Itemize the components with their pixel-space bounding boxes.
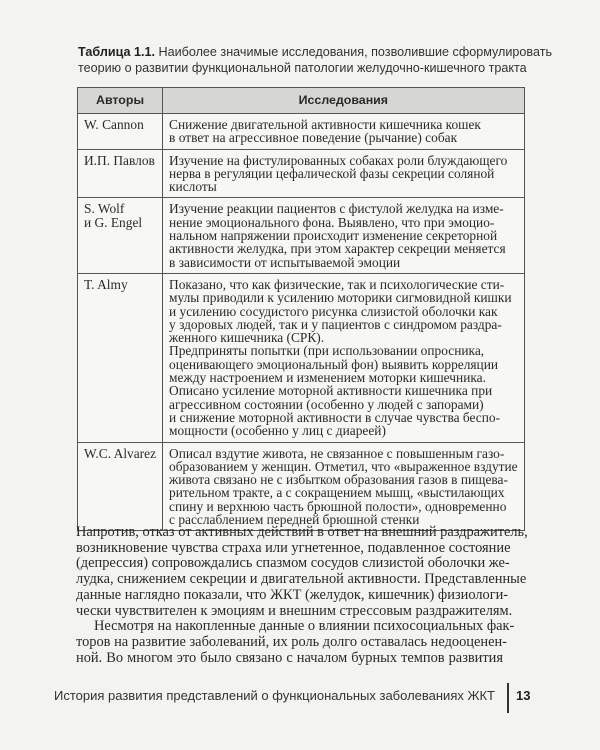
study-line: Снижение двигательной активности кишечника кошек: [169, 117, 481, 132]
study-line: с расслаблением передней брюшной стенки: [169, 512, 420, 528]
text-line: Несмотря на накопленные данные о влиянии психосоциальных фак-: [94, 618, 515, 635]
author-cell: [78, 114, 163, 150]
text-line: ной. Во многом это было связано с началом бурных темпов развития: [76, 649, 503, 666]
table-row: [78, 114, 525, 150]
table-header-row: [78, 88, 525, 114]
study-line: оценивающего эмоциональный фон) выявить корреляции: [169, 356, 499, 372]
study-line: агрессивном состоянии (особенно у людей с запорами): [169, 396, 484, 412]
study-cell: [163, 114, 525, 150]
study-line: мулы приводили к усилению моторики сигмовидной кишки: [169, 290, 512, 306]
study-line: Описано усиление моторной активности кишечника при: [169, 383, 493, 399]
author-line: и G. Engel: [84, 214, 143, 230]
study-line: у здоровых людей, так и у пациентов с синдромом раздра-: [169, 316, 502, 332]
study-line: Изучение на фистулированных собаках роли блуждающего: [169, 152, 508, 168]
author-line: W. Cannon: [84, 117, 144, 132]
text-line: лудка, снижением секреции и двигательной активности. Представленные: [76, 571, 527, 588]
study-line: в зависимости от испытываемой эмоции: [169, 254, 401, 270]
study-line: Предприняты попытки (при использовании опросника,: [169, 343, 485, 359]
author-line: T. Almy: [84, 276, 128, 292]
study-cell: [163, 273, 525, 442]
study-line: рительном тракте, а с сокращением мышц, «выстилающих: [169, 485, 505, 501]
text-line: Напротив, отказ от активных действий в ответ на внешний раздражитель,: [76, 524, 528, 540]
text-line: чески чувствителен к эмоциям и внешним стрессовым раздражителям.: [76, 602, 513, 619]
caption-line-1: Таблица 1.1. Наиболее значимые исследования, позволившие сформулировать: [78, 45, 553, 59]
running-title: История развития представлений о функциональных заболеваниях ЖКТ: [53, 688, 495, 703]
author-line: И.П. Павлов: [84, 152, 155, 168]
study-line: спину и верхнюю часть брюшной полости», одновременно: [169, 498, 507, 514]
header-authors: Авторы: [78, 88, 163, 114]
text-line: возникновение чувства страха или угнетенное, подавленное состояние: [76, 539, 511, 556]
study-line: Изучение реакции пациентов с фистулой желудка на изме-: [169, 201, 504, 217]
study-line: активности желудка, при этом характер секреции меняется: [169, 241, 506, 257]
studies-table: [77, 87, 525, 531]
author-line: W.C. Alvarez: [84, 445, 157, 461]
text-line: данные наглядно показали, что ЖКТ (желудок, кишечник) физиологи-: [76, 586, 509, 603]
paragraph-2: [76, 618, 515, 666]
study-line: живота связано не с избытком образования газов в пищева-: [169, 472, 508, 488]
text-line: (депрессия) сопровождались спазмом сосудов слизистой оболочки же-: [76, 555, 510, 572]
study-cell: [163, 442, 525, 531]
study-line: Показано, что как физические, так и психологические сти-: [169, 276, 505, 292]
caption-label: Таблица 1.1.: [78, 45, 155, 59]
table-row: [78, 442, 525, 531]
header-studies: Исследования: [163, 88, 525, 114]
study-line: мощности (особенно у лиц с диареей): [169, 423, 386, 439]
footer-divider: [507, 683, 509, 713]
study-line: Описал вздутие живота, не связанное с повышенным газо-: [169, 445, 505, 461]
study-line: и снижение моторной активности в случае чувства беспо-: [169, 409, 501, 425]
study-line: нальном напряжении происходит изменение секреторной: [169, 228, 498, 244]
study-line: нерва в регуляции цефалической фазы секреции соляной: [169, 165, 495, 181]
study-cell: [163, 198, 525, 273]
caption-line-2: теорию о развитии функциональной патологии желудочно-кишечного тракта: [78, 61, 527, 75]
author-line: S. Wolf: [84, 201, 125, 217]
table-row: [78, 273, 525, 442]
author-cell: [78, 149, 163, 198]
body-text: [76, 524, 528, 666]
study-line: между настроением и изменением моторки кишечника.: [169, 370, 486, 386]
table-caption: [78, 44, 553, 76]
study-line: нение эмоционального фона. Выявлено, что при эмоцио-: [169, 214, 495, 230]
study-line: в ответ на агрессивное поведение (рычание) собак: [169, 130, 458, 146]
page-number: 13: [516, 688, 531, 703]
author-cell: [78, 273, 163, 442]
study-line: кислоты: [169, 179, 217, 195]
text-line: торов на развитие заболеваний, их роль долго оставалась недооценен-: [76, 633, 507, 650]
author-cell: [78, 198, 163, 273]
table-row: [78, 198, 525, 273]
study-line: и усилению сосудистого рисунка слизистой оболочки как: [169, 303, 498, 319]
study-line: образованием у женщин. Отметил, что «выраженное вздутие: [169, 458, 518, 474]
paragraph-1: [76, 524, 528, 619]
study-cell: [163, 149, 525, 198]
table-row: [78, 149, 525, 198]
study-line: женного кишечника (СРК).: [169, 330, 325, 346]
author-cell: [78, 442, 163, 531]
